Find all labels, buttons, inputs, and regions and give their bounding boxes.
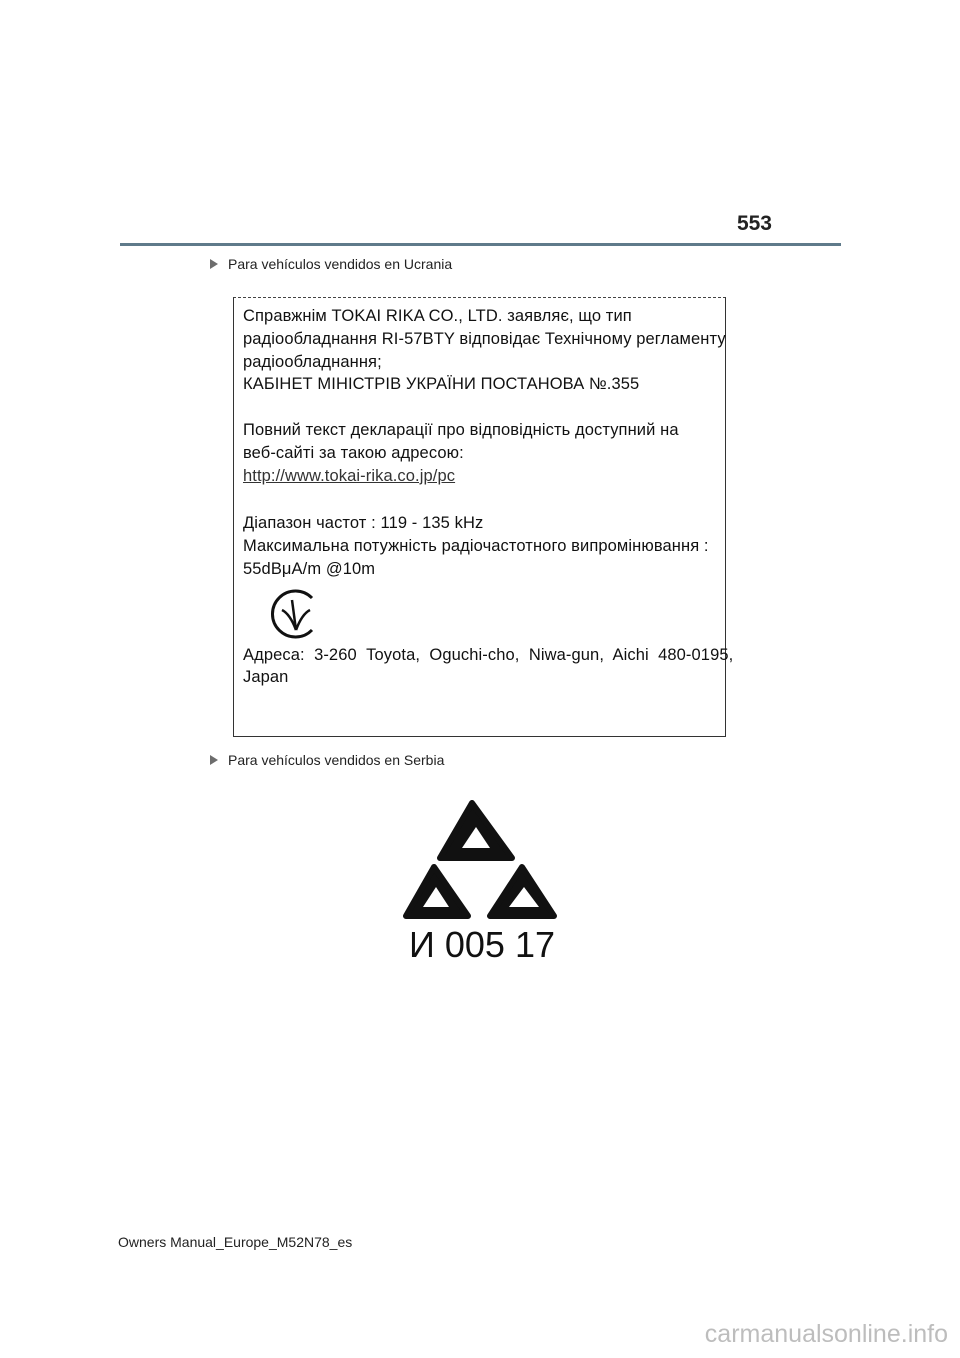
decl-line-7: Діапазон частот : 119 - 135 kHz xyxy=(243,514,484,532)
serbia-mark-code: И 005 17 xyxy=(409,924,555,965)
watermark[interactable]: carmanualsonline.info xyxy=(704,1320,948,1348)
decl-line-1: Справжнім TOKAI RIKA CO., LTD. заявляє, що тип xyxy=(243,307,632,325)
decl-line-2: радіообладнання RI-57BTY відповідає Технічному регламенту xyxy=(243,330,726,348)
decl-line-6: веб-сайті за такою адресою: xyxy=(243,444,464,462)
serbia-triangle-mark-icon xyxy=(402,800,562,965)
decl-line-5: Повний текст декларації про відповідність доступний на xyxy=(243,421,679,439)
decl-link[interactable]: http://www.tokai-rika.co.jp/pc xyxy=(243,467,456,485)
footer-text: Owners Manual_Europe_M52N78_es xyxy=(118,1234,353,1250)
decl-line-8: Максимальна потужність радіочастотного випромінювання : xyxy=(243,537,709,555)
decl-address-2: Japan xyxy=(243,668,289,686)
header-rule xyxy=(120,243,841,246)
decl-address-1: Адреса: 3-260 Toyota, Oguchi-cho, Niwa-gun, Aichi 480-0195, xyxy=(243,646,734,664)
decl-line-4: КАБІНЕТ МІНІСТРІВ УКРАЇНИ ПОСТАНОВА №.355 xyxy=(243,375,640,393)
decl-line-3: радіообладнання; xyxy=(243,353,382,371)
bullet-ukraine-label: Para vehículos vendidos en Ucrania xyxy=(228,256,453,272)
page-number: 553 xyxy=(736,212,772,235)
bullet-serbia-label: Para vehículos vendidos en Serbia xyxy=(228,752,445,768)
bullet-triangle-icon xyxy=(210,755,218,765)
bullet-triangle-icon xyxy=(210,259,218,269)
bullet-ukraine xyxy=(210,256,452,272)
decl-line-9: 55dBμA/m @10m xyxy=(243,560,376,578)
ukraine-conformity-mark-icon xyxy=(266,586,322,642)
bullet-serbia xyxy=(210,752,444,768)
